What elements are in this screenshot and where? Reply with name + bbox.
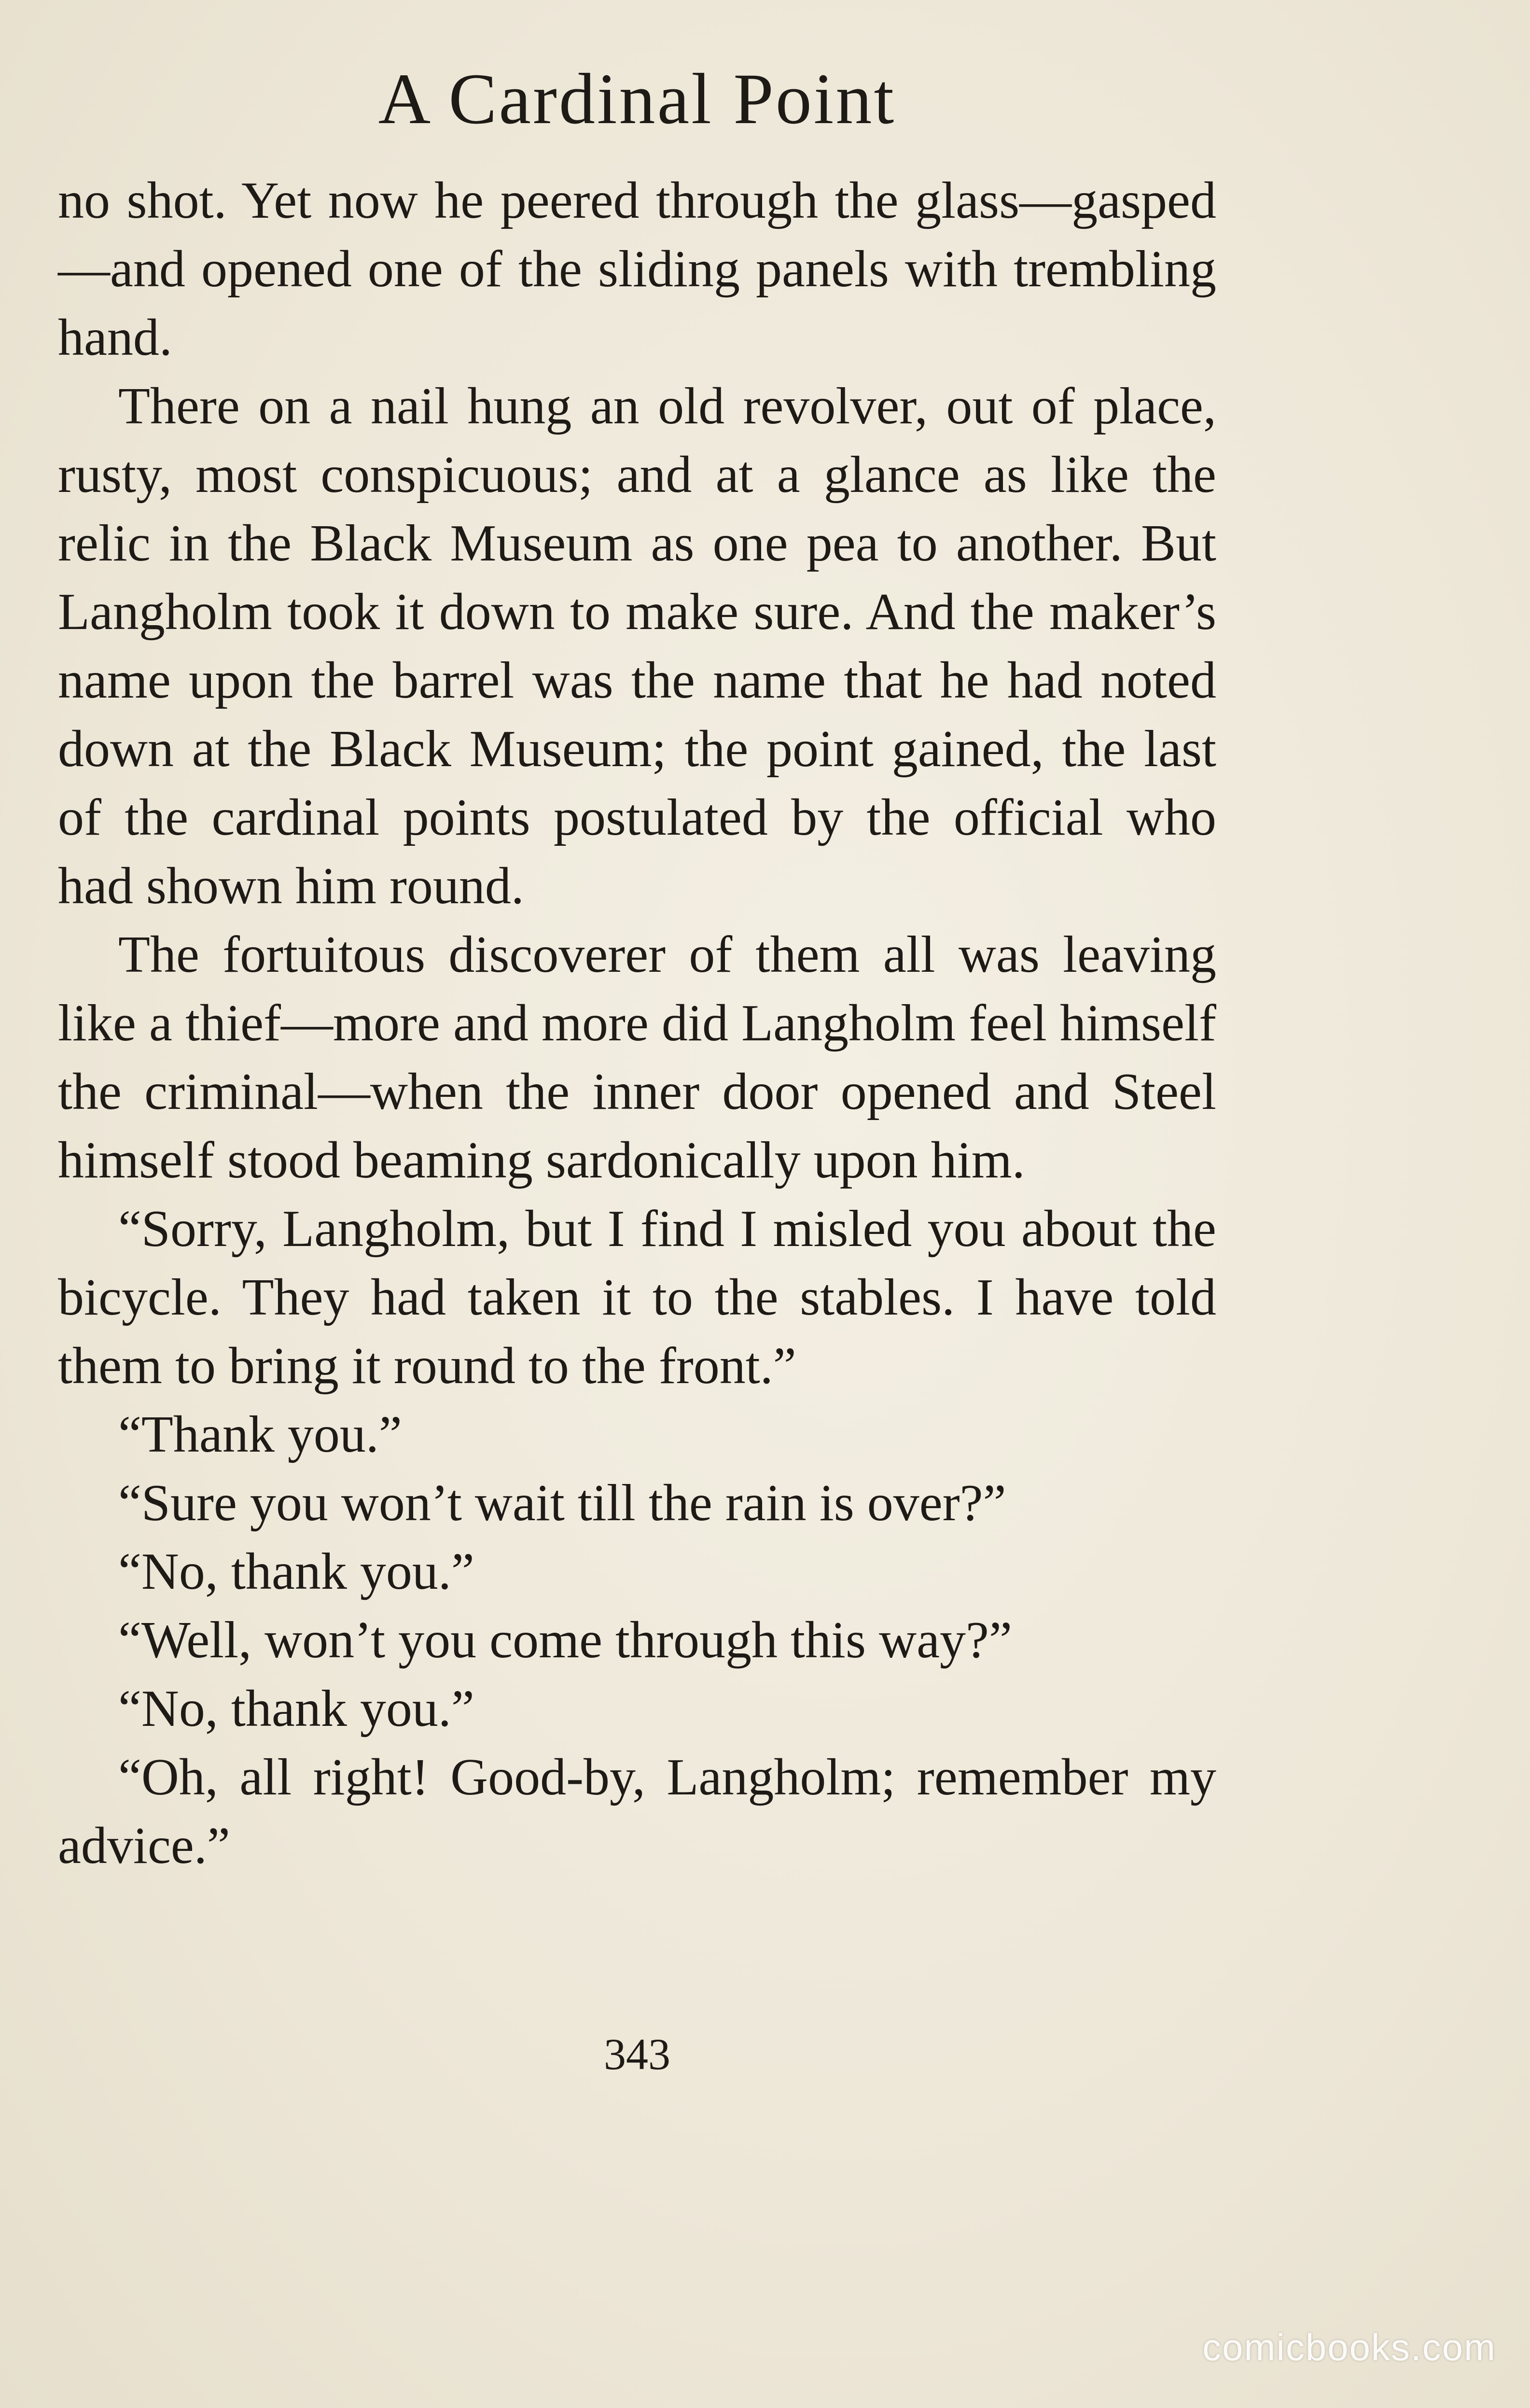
paragraph: “Thank you.” <box>118 1406 402 1463</box>
paragraph: no shot. Yet now he peered through the glass—gasped—and opened one of the sliding panels with trembling hand. <box>58 172 1216 366</box>
paragraph: “Well, won’t you come through this way?” <box>118 1611 1012 1669</box>
body-text <box>58 167 1216 1880</box>
paragraph: “Oh, all right! Good-by, Langholm; remember my advice.” <box>58 1749 1216 1875</box>
running-title: A Cardinal Point <box>378 59 896 139</box>
watermark-text: comicbooks.com <box>1202 2326 1496 2368</box>
paragraph: “No, thank you.” <box>118 1680 474 1737</box>
paragraph: “No, thank you.” <box>118 1543 474 1600</box>
paragraph: The fortuitous discoverer of them all was leaving like a thief—more and more did Langholm feel himself the criminal—when the inner door opened and Steel himself stood beaming sardonically upon him. <box>58 926 1216 1189</box>
paragraph: There on a nail hung an old revolver, out of place, rusty, most conspicuous; and at a glance as like the relic in the Black Museum as one pea to another. But Langholm took it down to make sure. And the maker’s name upon the barrel was the name that he had noted down at the Black Museum; the point gained, the last of the cardinal points postulated by the official who had shown him round. <box>58 378 1216 915</box>
paragraph: “Sorry, Langholm, but I find I misled you about the bicycle. They had taken it to the stables. I have told them to bring it round to the front.” <box>58 1200 1216 1395</box>
page-number: 343 <box>604 2030 670 2079</box>
paragraph: “Sure you won’t wait till the rain is over?” <box>118 1474 1006 1532</box>
